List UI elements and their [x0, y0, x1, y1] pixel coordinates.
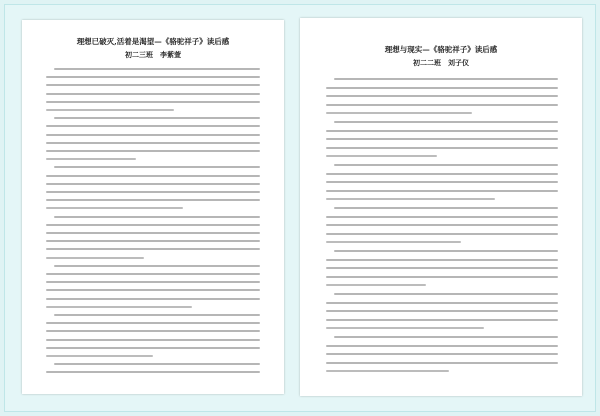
text-line	[46, 289, 260, 291]
text-line	[46, 306, 192, 308]
text-line	[326, 327, 484, 329]
text-line	[326, 130, 558, 132]
text-line	[46, 224, 260, 226]
text-line	[46, 84, 260, 86]
text-line	[46, 347, 260, 349]
text-line	[46, 281, 260, 283]
text-line	[46, 322, 260, 324]
text-line	[54, 216, 260, 218]
text-line	[326, 95, 558, 97]
page-title: 理想已破灭,活着是渴望—《骆驼祥子》读后感	[76, 37, 230, 46]
text-line	[326, 259, 558, 261]
text-line	[326, 138, 558, 140]
text-line	[46, 101, 260, 103]
text-line	[54, 363, 260, 365]
text-line	[46, 150, 260, 152]
text-line	[326, 241, 461, 243]
text-line	[326, 276, 558, 278]
text-line	[326, 362, 558, 364]
text-line	[326, 173, 558, 175]
author-line: 初二二班 刘子仪	[413, 58, 469, 67]
text-line	[326, 370, 449, 372]
text-line	[46, 142, 260, 144]
text-line	[326, 302, 558, 304]
text-line	[326, 353, 558, 355]
text-line	[326, 198, 495, 200]
document-page-right	[300, 18, 582, 396]
text-line	[46, 273, 260, 275]
text-line	[46, 298, 260, 300]
text-line	[46, 93, 260, 95]
text-line	[54, 68, 260, 70]
text-line	[46, 134, 260, 136]
text-line	[326, 267, 558, 269]
text-line	[326, 224, 558, 226]
text-line	[46, 175, 260, 177]
text-line	[326, 181, 558, 183]
text-line	[326, 319, 558, 321]
text-line	[46, 109, 174, 111]
text-line	[46, 125, 260, 127]
text-line	[326, 112, 472, 114]
text-line	[54, 314, 260, 316]
text-line	[54, 166, 260, 168]
text-line	[46, 355, 153, 357]
text-line	[334, 207, 558, 209]
text-line	[334, 121, 558, 123]
text-line	[46, 191, 260, 193]
text-line	[334, 293, 558, 295]
text-line	[54, 117, 260, 119]
text-line	[326, 216, 558, 218]
page-title: 理想与现实—《骆驼祥子》读后感	[384, 45, 498, 54]
text-line	[334, 336, 558, 338]
text-line	[334, 78, 558, 80]
text-line	[326, 87, 558, 89]
text-line	[46, 232, 260, 234]
text-line	[46, 76, 260, 78]
text-line	[326, 284, 426, 286]
text-line	[334, 164, 558, 166]
text-line	[46, 248, 260, 250]
text-line	[46, 371, 260, 373]
text-line	[46, 199, 260, 201]
text-line	[46, 158, 136, 160]
body-text	[300, 18, 582, 396]
text-line	[54, 265, 260, 267]
text-line	[46, 330, 260, 332]
text-line	[46, 257, 144, 259]
text-line	[326, 345, 558, 347]
author-line: 初二三班 李紫萱	[125, 50, 181, 59]
text-line	[334, 250, 558, 252]
text-line	[46, 183, 260, 185]
text-line	[326, 310, 558, 312]
text-line	[326, 155, 437, 157]
text-line	[326, 190, 558, 192]
text-line	[46, 339, 260, 341]
text-line	[326, 233, 558, 235]
body-text	[22, 20, 284, 394]
text-line	[46, 207, 183, 209]
text-line	[46, 240, 260, 242]
text-line	[326, 104, 558, 106]
document-page-left	[22, 20, 284, 394]
text-line	[326, 147, 558, 149]
